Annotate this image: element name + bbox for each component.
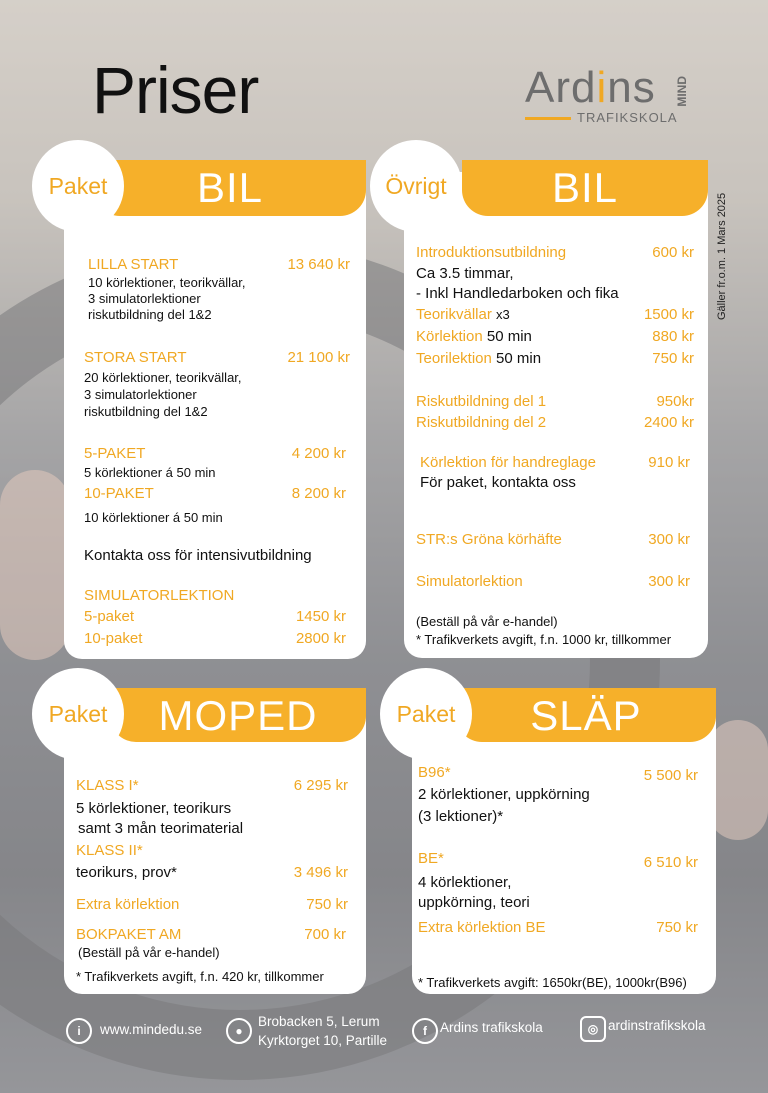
item-label: 5-paket	[84, 608, 135, 625]
footer-address-2: Kyrktorget 10, Partille	[258, 1033, 388, 1048]
info-icon: i	[66, 1018, 92, 1044]
card-note: * Trafikverkets avgift, f.n. 1000 kr, tillkommer	[416, 632, 672, 647]
card-note: * Trafikverkets avgift: 1650kr(BE), 1000kr(B96)	[418, 975, 687, 990]
item-label: Körlektion för handreglage	[420, 454, 596, 471]
item-price: 300 kr	[648, 573, 690, 590]
item-desc: 3 simulatorlektioner	[84, 387, 197, 402]
item-desc: - Inkl Handledarboken och fika	[416, 285, 619, 302]
footer-website[interactable]: www.mindedu.se	[100, 1022, 203, 1037]
card-heading: SLÄP	[530, 692, 642, 739]
item-desc: 3 simulatorlektioner	[88, 291, 201, 306]
item-price: 2800 kr	[295, 630, 346, 647]
item-desc: 5 körlektioner á 50 min	[84, 465, 216, 480]
item-desc: (3 lektioner)*	[418, 808, 504, 825]
card-heading: MOPED	[158, 692, 318, 739]
instagram-icon: ◎	[580, 1016, 606, 1042]
item-price: 750 kr	[656, 919, 698, 936]
item-desc: (Beställ på vår e-handel)	[78, 945, 220, 960]
item-label: Teorilektion 50 min	[416, 350, 542, 367]
logo-word: Ard	[525, 63, 597, 112]
logo-word-accent: i	[596, 63, 608, 112]
card-heading: BIL	[551, 164, 619, 211]
section-title: SIMULATORLEKTION	[84, 587, 235, 604]
item-price: 1450 kr	[295, 608, 346, 625]
item-desc: 10 körlektioner, teorikvällar,	[88, 275, 246, 290]
item-label: KLASS II*	[76, 842, 143, 859]
card-header-band	[110, 688, 366, 742]
item-label: BOKPAKET AM	[76, 926, 182, 943]
item-desc: 2 körlektioner, uppkörning	[418, 786, 590, 803]
item-label: Introduktionsutbildning	[416, 244, 567, 261]
logo	[525, 63, 705, 126]
card-badge: Paket	[32, 140, 124, 232]
item-price: 6 510 kr	[643, 854, 698, 871]
item-price: 950kr	[656, 393, 694, 410]
contact-note: Kontakta oss för intensivutbildning	[84, 547, 312, 564]
item-desc: 20 körlektioner, teorikvällar,	[84, 370, 242, 385]
logo-subtitle: TRAFIKSKOLA	[577, 110, 678, 125]
item-desc: 5 körlektioner, teorikurs	[76, 800, 232, 817]
item-label: 10-paket	[84, 630, 143, 647]
item-label: STR:s Gröna körhäfte	[416, 531, 562, 548]
item-price: 5 500 kr	[643, 767, 698, 784]
item-desc: 4 körlektioner,	[418, 874, 512, 891]
footer-facebook[interactable]: Ardins trafikskola	[440, 1020, 543, 1035]
item-price: 21 100 kr	[287, 349, 350, 366]
item-label: 5-PAKET	[84, 445, 146, 462]
item-desc: 10 körlektioner á 50 min	[84, 510, 223, 525]
item-desc: uppkörning, teori	[418, 894, 530, 911]
footer-address-1: Brobacken 5, Lerum	[258, 1014, 380, 1029]
card-badge: Paket	[380, 668, 472, 760]
facebook-icon: f	[412, 1018, 438, 1044]
card-header-band	[462, 160, 708, 216]
item-price: 13 640 kr	[287, 256, 350, 273]
item-label: Simulatorlektion	[416, 573, 523, 590]
item-price: 3 496 kr	[293, 864, 348, 881]
item-desc: samt 3 mån teorimaterial	[78, 820, 244, 837]
footer-instagram[interactable]: ardinstrafikskola	[608, 1018, 706, 1033]
item-desc: teorikurs, prov*	[76, 864, 177, 881]
card-header-band	[456, 688, 716, 742]
item-price: 700 kr	[304, 926, 346, 943]
card-header-band	[94, 160, 366, 216]
logo-underline	[525, 117, 571, 120]
item-label: Teorikvällar x3	[416, 306, 510, 323]
item-price: 300 kr	[648, 531, 690, 548]
card-badge: Övrigt	[370, 140, 462, 232]
item-label: Riskutbildning del 2	[416, 414, 547, 431]
item-desc: Ca 3.5 timmar,	[416, 265, 514, 282]
card-note: (Beställ på vår e-handel)	[416, 614, 558, 629]
item-desc: För paket, kontakta oss	[420, 474, 576, 491]
item-label: Extra körlektion BE	[418, 919, 546, 936]
item-label: LILLA START	[88, 256, 179, 273]
item-label: STORA START	[84, 349, 187, 366]
item-label: B96*	[418, 764, 451, 781]
card-note: * Trafikverkets avgift, f.n. 420 kr, tillkommer	[76, 969, 324, 984]
item-label: 10-PAKET	[84, 485, 154, 502]
item-price: 8 200 kr	[291, 485, 346, 502]
item-price: 750 kr	[306, 896, 348, 913]
item-price: 6 295 kr	[293, 777, 348, 794]
item-price: 750 kr	[652, 350, 694, 367]
item-price: 4 200 kr	[291, 445, 346, 462]
item-price: 1500 kr	[643, 306, 694, 323]
item-price: 880 kr	[652, 328, 694, 345]
item-label: BE*	[418, 850, 444, 867]
page-title: Priser	[92, 53, 259, 127]
item-price: 2400 kr	[643, 414, 694, 431]
item-label: Körlektion 50 min	[416, 328, 532, 345]
item-desc: riskutbildning del 1&2	[84, 404, 208, 419]
card-heading: BIL	[196, 164, 264, 211]
item-price: 910 kr	[648, 454, 690, 471]
valid-from-note: Gäller fr.o.m. 1 Mars 2025	[716, 192, 728, 320]
item-price: 600 kr	[652, 244, 694, 261]
item-label: KLASS I*	[76, 777, 139, 794]
card-badge: Paket	[32, 668, 124, 760]
item-label: Extra körlektion	[76, 896, 180, 913]
item-label: Riskutbildning del 1	[416, 393, 547, 410]
item-desc: riskutbildning del 1&2	[88, 307, 212, 322]
logo-word: ns	[607, 63, 656, 112]
logo-mind: MIND	[675, 76, 689, 107]
location-icon: ●	[226, 1018, 252, 1044]
